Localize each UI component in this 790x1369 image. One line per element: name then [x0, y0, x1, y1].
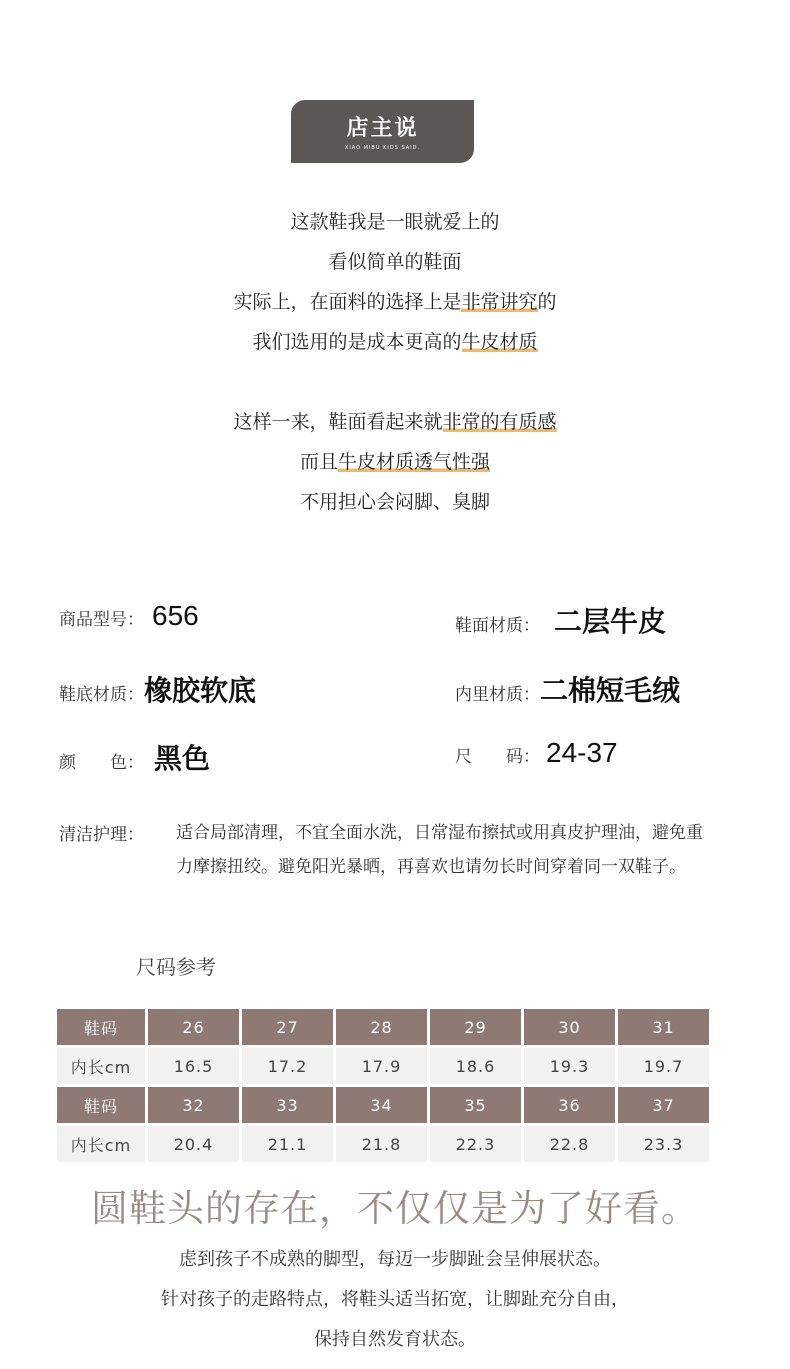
spec-label: 尺 码： — [455, 747, 540, 767]
intro-line: 我们选用的是成本更高的牛皮材质 — [252, 331, 538, 353]
table-row — [56, 1086, 711, 1125]
badge-subtitle: XIAO MIBU KIDS SAID. — [344, 145, 421, 151]
footer-text — [0, 1240, 790, 1360]
length-cell: 16.5 — [147, 1047, 241, 1086]
highlight: 非常的有质感 — [442, 411, 557, 433]
size-cell: 35 — [429, 1086, 523, 1125]
size-cell: 29 — [429, 1008, 523, 1047]
spec-value: 橡胶软底 — [144, 674, 257, 707]
highlight: 非常讲究 — [461, 291, 538, 313]
table-row — [56, 1008, 711, 1047]
spec-value: 24-37 — [546, 737, 618, 768]
intro-line: 这款鞋我是一眼就爱上的 — [290, 211, 500, 233]
spec-color — [59, 737, 210, 777]
length-cell: 22.8 — [523, 1125, 617, 1164]
spec-label: 颜 色： — [59, 753, 144, 773]
size-header: 鞋码 — [56, 1086, 147, 1125]
length-cell: 19.7 — [617, 1047, 711, 1086]
length-cell: 18.6 — [429, 1047, 523, 1086]
spec-value: 黑色 — [154, 742, 211, 775]
spec-label: 鞋面材质： — [455, 616, 540, 636]
highlight: 牛皮材质透气性强 — [338, 451, 491, 473]
care-label: 清洁护理： — [59, 825, 144, 845]
size-chart-table — [54, 1006, 712, 1165]
length-cell: 21.8 — [335, 1125, 429, 1164]
intro-line: 实际上，在面料的选择上是非常讲究的 — [233, 291, 557, 313]
intro-line: 这样一来，鞋面看起来就非常的有质感 — [233, 411, 557, 433]
table-row — [56, 1047, 711, 1086]
spec-value: 二层牛皮 — [554, 605, 667, 638]
length-cell: 19.3 — [523, 1047, 617, 1086]
size-cell: 37 — [617, 1086, 711, 1125]
size-cell: 30 — [523, 1008, 617, 1047]
length-cell: 22.3 — [429, 1125, 523, 1164]
headline: 圆鞋头的存在，不仅仅是为了好看。 — [91, 1187, 699, 1230]
shop-owner-badge — [291, 100, 474, 163]
spec-sole — [59, 669, 256, 709]
size-header: 鞋码 — [56, 1008, 147, 1047]
highlight: 牛皮材质 — [461, 331, 538, 353]
footer-line: 虑到孩子不成熟的脚型，每迈一步脚趾会呈伸展状态。 — [179, 1249, 611, 1270]
footer-line: 针对孩子的走路特点，将鞋头适当拓宽，让脚趾充分自由， — [161, 1289, 629, 1310]
size-cell: 27 — [241, 1008, 335, 1047]
length-cell: 21.1 — [241, 1125, 335, 1164]
length-cell: 17.2 — [241, 1047, 335, 1086]
badge-title: 店主说 — [346, 116, 419, 141]
size-chart-title: 尺码参考 — [136, 955, 216, 979]
size-cell: 31 — [617, 1008, 711, 1047]
spec-value: 656 — [152, 600, 199, 631]
size-cell: 32 — [147, 1086, 241, 1125]
spec-label: 内里材质： — [455, 685, 540, 705]
intro-line: 而且牛皮材质透气性强 — [299, 451, 491, 473]
length-header: 内长cm — [56, 1047, 147, 1086]
spec-value: 二棉短毛绒 — [540, 674, 681, 707]
spec-upper — [455, 600, 666, 640]
spec-label: 商品型号： — [59, 610, 144, 630]
length-cell: 20.4 — [147, 1125, 241, 1164]
length-header: 内长cm — [56, 1125, 147, 1164]
size-cell: 28 — [335, 1008, 429, 1047]
table-row — [56, 1125, 711, 1164]
size-cell: 36 — [523, 1086, 617, 1125]
length-cell: 17.9 — [335, 1047, 429, 1086]
intro-line: 不用担心会闷脚、臭脚 — [299, 491, 490, 513]
size-cell: 26 — [147, 1008, 241, 1047]
footer-line: 保持自然发育状态。 — [314, 1329, 476, 1350]
intro-text — [0, 202, 790, 522]
spec-lining — [455, 669, 680, 709]
intro-line: 看似简单的鞋面 — [328, 251, 462, 273]
care-text: 适合局部清理，不宜全面水洗，日常湿布擦拭或用真皮护理油，避免重力摩擦扭绞。避免阳光暴晒，再喜欢也请勿长时间穿着同一双鞋子。 — [176, 823, 703, 877]
length-cell: 23.3 — [617, 1125, 711, 1164]
spec-model — [59, 600, 199, 632]
spec-size — [455, 737, 618, 769]
size-cell: 34 — [335, 1086, 429, 1125]
size-cell: 33 — [241, 1086, 335, 1125]
spec-label: 鞋底材质： — [59, 685, 144, 705]
